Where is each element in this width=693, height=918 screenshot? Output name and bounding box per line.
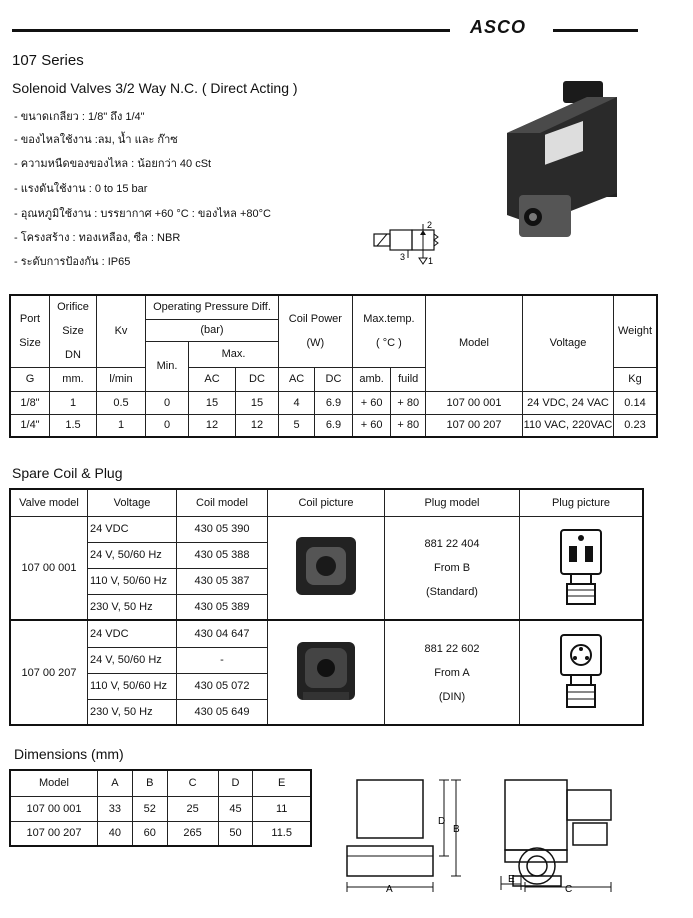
cell: + 60 xyxy=(352,391,391,414)
cell: 0.14 xyxy=(614,391,658,414)
table-row xyxy=(10,414,657,437)
dim-col-c: C xyxy=(167,770,218,796)
dim-label-b: B xyxy=(453,824,460,835)
cell: 24 VDC, 24 VAC xyxy=(523,391,614,414)
port-1-label: 1 xyxy=(428,256,434,266)
valve-photo-icon xyxy=(495,75,635,250)
plug-model-cell xyxy=(385,620,520,725)
col-size: Size xyxy=(19,337,41,350)
cell: 107 00 207 xyxy=(426,414,523,437)
cell: 6.9 xyxy=(315,414,353,437)
unit-g: G xyxy=(10,367,50,391)
cell: 430 05 389 xyxy=(177,594,268,620)
spec-line: - ระดับการป้องกัน : IP65 xyxy=(14,256,131,268)
coil-photo-icon xyxy=(291,636,361,706)
cell: 0 xyxy=(146,391,189,414)
col-orifice: Orifice xyxy=(57,301,89,314)
cell: 230 V, 50 Hz xyxy=(88,699,177,725)
cell: 6.9 xyxy=(315,391,353,414)
col-plug-model: Plug model xyxy=(385,489,520,516)
unit-coil-ac: AC xyxy=(279,367,315,391)
unit-fluid: fuild xyxy=(391,367,426,391)
cell: 11 xyxy=(253,796,311,821)
cell: 107 00 001 xyxy=(10,796,98,821)
spare-section-title: Spare Coil & Plug xyxy=(12,465,123,481)
cell: 60 xyxy=(132,821,167,846)
valve-model-cell: 107 00 001 xyxy=(10,516,88,620)
spec-line: - แรงดันใช้งาน : 0 to 15 bar xyxy=(14,183,148,195)
unit-kg: Kg xyxy=(614,367,658,391)
spare-table xyxy=(9,488,644,726)
cell: 24 VDC xyxy=(88,516,177,542)
unit-dc: DC xyxy=(236,367,279,391)
col-plug-picture: Plug picture xyxy=(520,489,644,516)
plug-type: (DIN) xyxy=(438,690,466,703)
coil-picture-cell xyxy=(268,516,385,620)
col-spare-voltage: Voltage xyxy=(88,489,177,516)
brand-logo: ASCO xyxy=(470,17,527,37)
plug-model-cell xyxy=(385,516,520,620)
table-row xyxy=(10,391,657,414)
dimensions-section-title: Dimensions (mm) xyxy=(14,746,124,762)
plug-type: (Standard) xyxy=(426,585,478,598)
spec-line: - อุณหภูมิใช้งาน : บรรยากาศ +60 °C : ของไหล +80°C xyxy=(14,208,271,220)
col-voltage: Voltage xyxy=(523,295,614,391)
cell: 110 V, 50/60 Hz xyxy=(88,568,177,594)
cell: 24 VDC xyxy=(88,620,177,647)
cell: 25 xyxy=(167,796,218,821)
cell: 11.5 xyxy=(253,821,311,846)
cell: 0.23 xyxy=(614,414,658,437)
cell: 12 xyxy=(236,414,279,437)
plug-picture-cell xyxy=(520,620,644,725)
plug-model-number: 881 22 404 xyxy=(424,537,480,550)
dimensions-table xyxy=(9,769,312,847)
col-model: Model xyxy=(426,295,523,391)
plug-model-number: 881 22 602 xyxy=(424,642,480,655)
cell: 12 xyxy=(189,414,236,437)
dim-label-c: C xyxy=(565,884,573,895)
cell: 1 xyxy=(50,391,97,414)
col-min: Min. xyxy=(146,341,189,391)
col-coil-unit: (W) xyxy=(306,337,325,350)
unit-lmin: l/min xyxy=(97,367,146,391)
cell: 265 xyxy=(167,821,218,846)
cell: 1 xyxy=(97,414,146,437)
dimension-drawing-icon xyxy=(335,768,625,908)
col-opd: Operating Pressure Diff. xyxy=(153,301,271,314)
cell: 4 xyxy=(279,391,315,414)
page-subtitle: Solenoid Valves 3/2 Way N.C. ( Direct Acting ) xyxy=(12,80,298,96)
table-row xyxy=(10,620,643,647)
header-rule-left xyxy=(12,29,450,32)
cell: 1/8" xyxy=(10,391,50,414)
cell: 430 05 072 xyxy=(177,673,268,699)
cell: + 60 xyxy=(352,414,391,437)
page-title: 107 Series xyxy=(12,52,84,69)
cell: + 80 xyxy=(391,414,426,437)
valve-model-cell: 107 00 207 xyxy=(10,620,88,725)
port-2-label: 2 xyxy=(427,220,433,230)
cell: 24 V, 50/60 Hz xyxy=(88,542,177,568)
valve-schematic-icon xyxy=(368,220,453,266)
cell: 430 05 388 xyxy=(177,542,268,568)
dim-label-d: D xyxy=(438,816,446,827)
col-max: Max. xyxy=(189,341,279,367)
col-port: Port xyxy=(19,313,41,326)
col-maxtemp-unit: ( °C ) xyxy=(375,337,402,350)
cell: 52 xyxy=(132,796,167,821)
cell: 430 05 387 xyxy=(177,568,268,594)
col-dn: DN xyxy=(65,349,81,362)
table-row xyxy=(10,796,311,821)
col-orifice-size: Size xyxy=(62,325,84,338)
col-weight: Weight xyxy=(614,295,658,367)
cell: 230 V, 50 Hz xyxy=(88,594,177,620)
unit-mm: mm. xyxy=(50,367,97,391)
cell: 430 05 390 xyxy=(177,516,268,542)
cell: 5 xyxy=(279,414,315,437)
cell: + 80 xyxy=(391,391,426,414)
coil-picture-cell xyxy=(268,620,385,725)
col-maxtemp: Max.temp. xyxy=(363,313,415,326)
cell: 1/4" xyxy=(10,414,50,437)
cell: 15 xyxy=(236,391,279,414)
cell: 45 xyxy=(218,796,253,821)
dim-label-a: A xyxy=(386,884,393,895)
col-kv: Kv xyxy=(97,295,146,367)
cell: 24 V, 50/60 Hz xyxy=(88,647,177,673)
plug-form: From B xyxy=(433,561,471,574)
dim-col-model: Model xyxy=(10,770,98,796)
dim-col-a: A xyxy=(98,770,133,796)
spec-line: - ขนาดเกลียว : 1/8" ถึง 1/4" xyxy=(14,111,145,123)
spec-line: - ความหนืดของของไหล : น้อยกว่า 40 cSt xyxy=(14,158,212,170)
unit-ac: AC xyxy=(189,367,236,391)
dim-label-e: E xyxy=(508,874,515,885)
cell: 110 V, 50/60 Hz xyxy=(88,673,177,699)
cell: - xyxy=(177,647,268,673)
cell: 33 xyxy=(98,796,133,821)
plug-picture-cell xyxy=(520,516,644,620)
cell: 40 xyxy=(98,821,133,846)
cell: 430 04 647 xyxy=(177,620,268,647)
spec-table xyxy=(9,294,658,438)
cell: 15 xyxy=(189,391,236,414)
plug-form: From A xyxy=(434,666,470,679)
table-row xyxy=(10,821,311,846)
col-valve-model: Valve model xyxy=(10,489,88,516)
col-coil-model: Coil model xyxy=(177,489,268,516)
table-row xyxy=(10,516,643,542)
col-opd-unit: (bar) xyxy=(146,319,279,341)
dim-col-d: D xyxy=(218,770,253,796)
spec-line: - โครงสร้าง : ทองเหลือง, ซีล : NBR xyxy=(14,232,181,244)
dim-col-e: E xyxy=(253,770,311,796)
coil-photo-icon xyxy=(292,533,360,599)
header-rule-right xyxy=(553,29,638,32)
cell: 107 00 207 xyxy=(10,821,98,846)
plug-din-icon xyxy=(555,629,607,713)
port-3-label: 3 xyxy=(400,252,406,262)
unit-coil-dc: DC xyxy=(315,367,353,391)
plug-standard-icon xyxy=(555,524,607,608)
col-coil-picture: Coil picture xyxy=(268,489,385,516)
cell: 430 05 649 xyxy=(177,699,268,725)
spec-line: - ของไหลใช้งาน :ลม, น้ำ และ ก๊าซ xyxy=(14,134,178,146)
col-coil: Coil Power xyxy=(288,313,342,326)
cell: 107 00 001 xyxy=(426,391,523,414)
cell: 0 xyxy=(146,414,189,437)
unit-amb: amb. xyxy=(352,367,391,391)
cell: 1.5 xyxy=(50,414,97,437)
cell: 50 xyxy=(218,821,253,846)
cell: 0.5 xyxy=(97,391,146,414)
cell: 110 VAC, 220VAC xyxy=(523,414,614,437)
dim-col-b: B xyxy=(132,770,167,796)
